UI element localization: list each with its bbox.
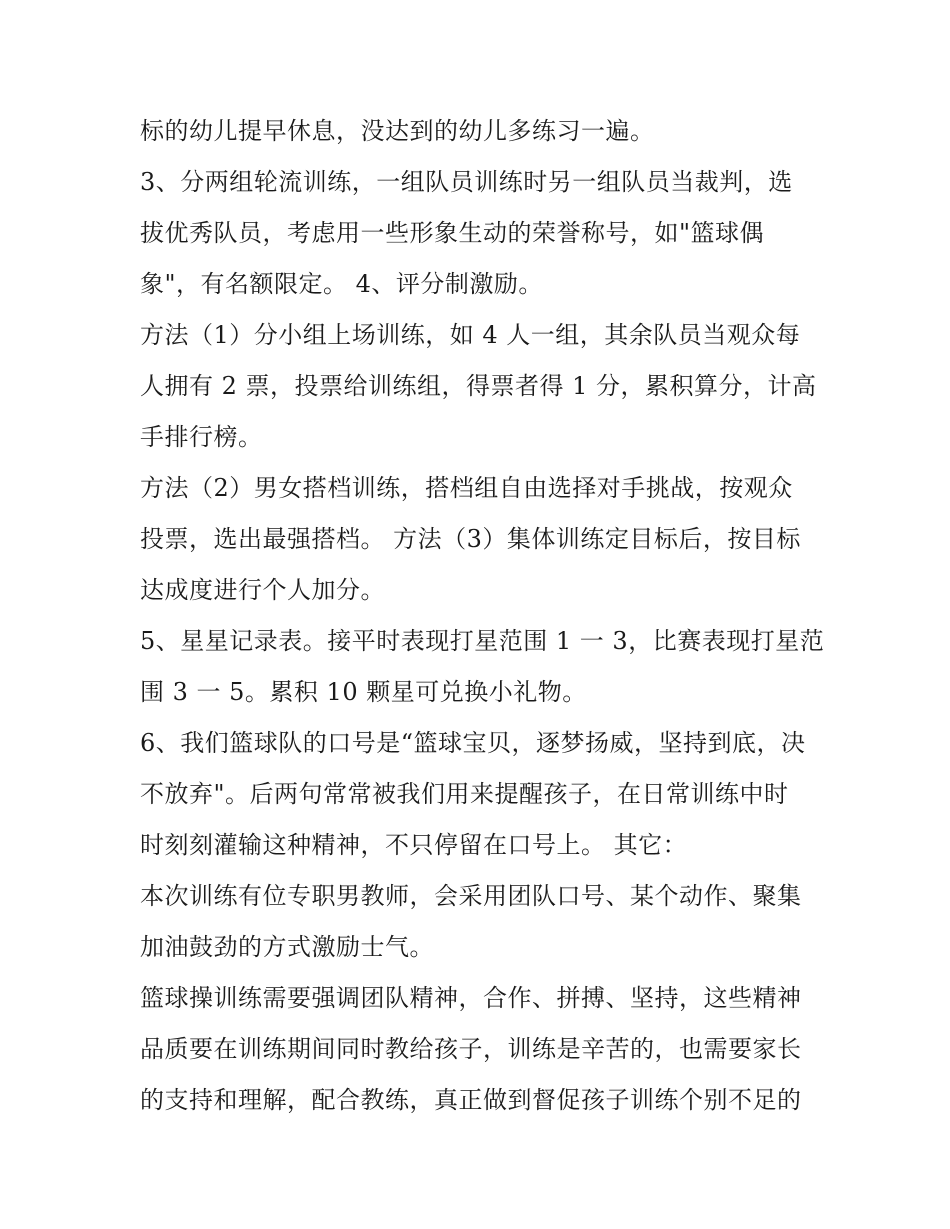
text-line: 6、我们篮球队的口号是“篮球宝贝，逐梦扬威，坚持到底，决 <box>140 729 806 757</box>
text-line: 手排行榜。 <box>140 423 263 451</box>
text-line: 5、星星记录表。接平时表现打星范围 1 一 3，比赛表现打星范 <box>140 627 825 655</box>
text-line: 围 3 一 5。累积 10 颗星可兑换小礼物。 <box>140 678 587 706</box>
text-line: 本次训练有位专职男教师，会采用团队口号、某个动作、聚集 <box>140 882 802 910</box>
text-line: 时刻刻灌输这种精神，不只停留在口号上。 其它： <box>140 831 688 859</box>
text-line: 人拥有 2 票，投票给训练组，得票者得 1 分，累积算分，计高 <box>140 372 817 400</box>
text-line: 方法（2）男女搭档训练，搭档组自由选择对手挑战，按观众 <box>140 474 793 502</box>
text-line: 篮球操训练需要强调团队精神，合作、拼搏、坚持，这些精神 <box>140 984 802 1012</box>
text-line: 投票，选出最强搭档。 方法（3）集体训练定目标后，按目标 <box>140 525 801 553</box>
text-line: 3、分两组轮流训练，一组队员训练时另一组队员当裁判，选 <box>140 168 793 196</box>
body-text <box>140 106 825 1126</box>
text-line: 加油鼓劲的方式激励士气。 <box>140 933 434 961</box>
text-line: 达成度进行个人加分。 <box>140 576 385 604</box>
text-line: 不放弃"。后两句常常被我们用来提醒孩子，在日常训练中时 <box>140 780 789 808</box>
text-line: 象"，有名额限定。 4、评分制激励。 <box>140 270 543 298</box>
text-line: 拔优秀队员，考虑用一些形象生动的荣誉称号，如"篮球偶 <box>140 219 765 247</box>
text-line: 的支持和理解，配合教练，真正做到督促孩子训练个别不足的 <box>140 1086 802 1114</box>
text-line: 品质要在训练期间同时教给孩子，训练是辛苦的，也需要家长 <box>140 1035 802 1063</box>
text-line: 标的幼儿提早休息，没达到的幼儿多练习一遍。 <box>140 117 655 145</box>
text-line: 方法（1）分小组上场训练，如 4 人一组，其余队员当观众每 <box>140 321 801 349</box>
